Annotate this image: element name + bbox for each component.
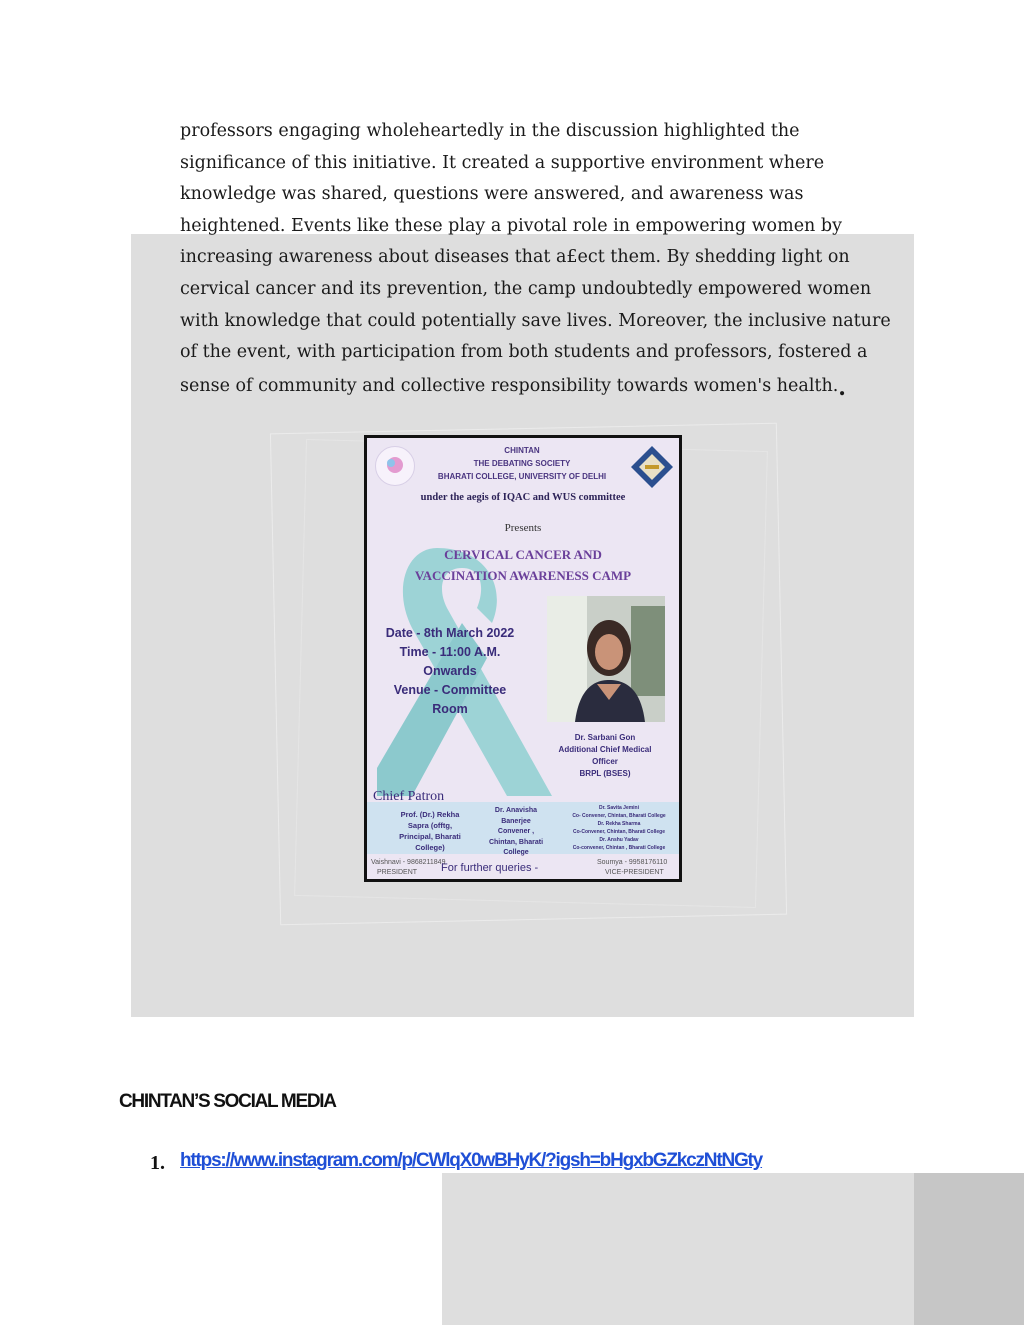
- body-line: knowledge was shared, questions were answered, and awareness was: [180, 184, 804, 205]
- poster-time: Time - 11:00 A.M.: [399, 645, 501, 659]
- convener-line: Banerjee: [501, 817, 531, 825]
- body-line: increasing awareness about diseases that a£ect them. By shedding light on: [180, 247, 850, 268]
- co-convener-line: Dr. Savita Jemini: [598, 805, 640, 811]
- body-paragraph: [180, 116, 900, 402]
- speaker-role: Additional Chief Medical: [558, 745, 652, 754]
- convener: [477, 806, 555, 859]
- social-media-heading: CHINTAN’S SOCIAL MEDIA: [119, 1091, 336, 1112]
- poster-org-name: CHINTAN: [504, 446, 540, 455]
- patron-line: Prof. (Dr.) Rekha: [400, 810, 460, 819]
- co-convener-line: Co-Convener, Chintan, Bharati College: [573, 829, 665, 835]
- poster-onwards: Onwards: [423, 664, 477, 678]
- co-convener-line: Co-convener, Chintan , Bharati College: [572, 845, 666, 851]
- convener-line: Convener ,: [497, 828, 535, 835]
- vp-role: VICE-PRESIDENT: [605, 869, 664, 876]
- body-line: sense of community and collective responsibility towards women's health.: [180, 375, 839, 396]
- body-line: professors engaging wholeheartedly in the discussion highlighted the: [180, 121, 800, 141]
- poster-venue: Venue - Committee: [393, 683, 507, 697]
- poster-room: Room: [432, 702, 468, 716]
- co-convener-line: Dr. Rekha Sharma: [597, 821, 641, 827]
- body-line-last: [180, 369, 900, 403]
- convener-line: College: [503, 849, 529, 856]
- college-logo: [629, 444, 675, 490]
- president-contact: [371, 858, 445, 878]
- body-line: of the event, with participation from both students and professors, fostered a: [180, 342, 868, 363]
- poster-date: Date - 8th March 2022: [385, 626, 515, 640]
- chief-patron-label: Chief Patron: [373, 789, 445, 804]
- poster-college: BHARATI COLLEGE, UNIVERSITY OF DELHI: [437, 472, 607, 481]
- poster-title: [367, 544, 679, 586]
- event-poster: [364, 435, 682, 882]
- convener-line: Dr. Anavisha: [494, 807, 538, 814]
- speaker-org: BRPL (BSES): [579, 769, 631, 778]
- vice-president-contact: [597, 858, 667, 878]
- co-convener-line: Co- Convener, Chintan, Bharati College: [572, 813, 666, 819]
- co-conveners: [557, 804, 681, 852]
- doctor-portrait-icon: [547, 596, 665, 722]
- poster-title-line: CERVICAL CANCER AND: [444, 547, 602, 562]
- patron-line: Principal, Bharati: [399, 832, 461, 841]
- patron-line: Sapra (offtg,: [407, 821, 453, 830]
- college-seal-icon: [629, 444, 675, 490]
- trailing-mark: .: [838, 374, 846, 401]
- body-line: significance of this initiative. It created a supportive environment where: [180, 152, 825, 173]
- poster-presents: Presents: [504, 522, 542, 534]
- poster-header: [427, 444, 617, 483]
- speaker-name: Dr. Sarbani Gon: [574, 733, 636, 742]
- poster-queries: For further queries -: [441, 862, 539, 874]
- body-line: with knowledge that could potentially save lives. Moreover, the inclusive nature: [180, 310, 891, 331]
- patron-line: College): [415, 843, 445, 852]
- society-logo: [375, 446, 415, 486]
- list-number: 1.: [150, 1152, 165, 1174]
- poster-aegis: under the aegis of IQAC and WUS committee: [420, 492, 626, 503]
- convener-line: Chintan, Bharati: [488, 838, 544, 846]
- chief-patron: [375, 809, 485, 853]
- brain-logo-icon: [376, 447, 414, 485]
- president-role: PRESIDENT: [377, 869, 418, 876]
- body-line: cervical cancer and its prevention, the camp undoubtedly empowered women: [180, 278, 872, 299]
- poster-title-line: VACCINATION AWARENESS CAMP: [414, 568, 632, 583]
- gray-panel-bottom-right: [914, 1173, 1024, 1325]
- president-phone: Vaishnavi - 9868211849: [371, 859, 446, 866]
- poster-org-sub: THE DEBATING SOCIETY: [473, 459, 571, 468]
- doctor-photo: [547, 596, 665, 722]
- speaker-role: Officer: [592, 757, 618, 766]
- poster-event-details: [367, 624, 533, 719]
- body-line: heightened. Events like these play a pivotal role in empowering women by: [180, 215, 842, 236]
- poster-speaker: [537, 732, 673, 780]
- instagram-link[interactable]: https://www.instagram.com/p/CWlqX0wBHyK/?igsh=bHgxbGZkczNtNGty: [180, 1150, 763, 1171]
- vp-phone: Soumya - 9958176110: [597, 859, 668, 866]
- co-convener-line: Dr. Anshu Yadav: [599, 837, 639, 843]
- gray-panel-bottom: [442, 1173, 914, 1325]
